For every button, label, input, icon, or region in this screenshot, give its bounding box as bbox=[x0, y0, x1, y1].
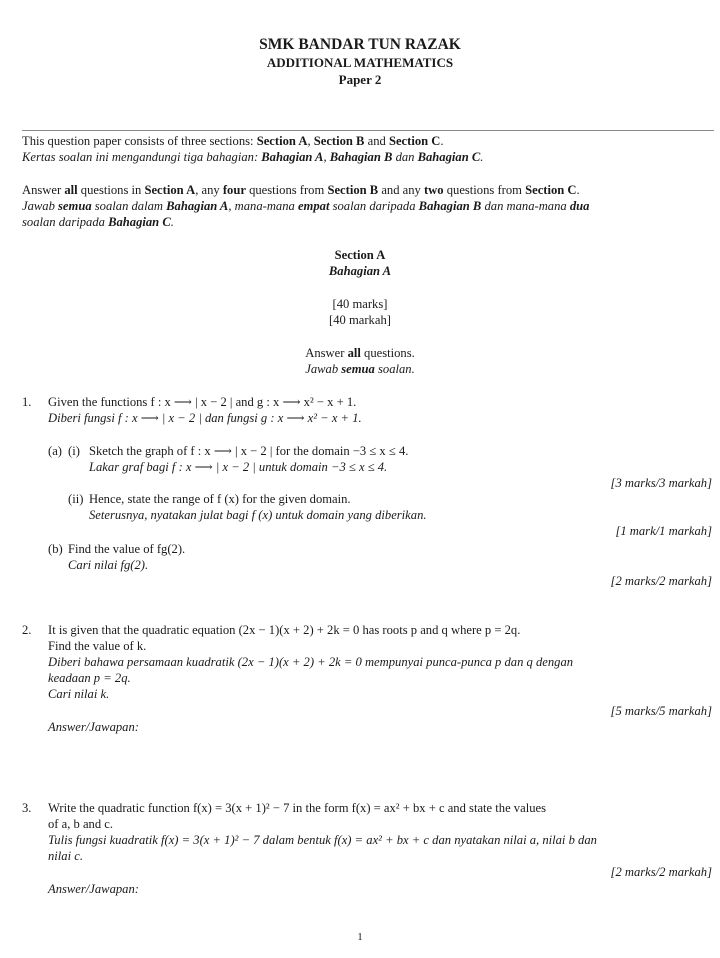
question-3-answer-label: Answer/Jawapan: bbox=[48, 882, 139, 896]
question-3-malay-line2: nilai c. bbox=[48, 849, 83, 863]
question-1ai-text: Sketch the graph of f : x ⟶ | x − 2 | for the domain −3 ≤ x ≤ 4. bbox=[89, 444, 409, 458]
instructions-malay-line1: Jawab semua soalan dalam Bahagian A, mana-mana empat soalan daripada Bahagian B dan mana-mana dua bbox=[22, 199, 590, 213]
question-3-line1: Write the quadratic function f(x) = 3(x + 1)² − 7 in the form f(x) = ax² + bx + c and state the values bbox=[48, 801, 546, 815]
subject-title: ADDITIONAL MATHEMATICS bbox=[266, 55, 454, 70]
question-1ai-text-malay: Lakar graf bagi f : x ⟶ | x − 2 | untuk domain −3 ≤ x ≤ 4. bbox=[89, 460, 388, 474]
question-1b-text-malay: Cari nilai fg(2). bbox=[68, 558, 149, 572]
question-1ai-label: (i) bbox=[68, 444, 80, 458]
question-2-malay-line1: Diberi bahawa persamaan kuadratik (2x − 1)(x + 2) + 2k = 0 mempunyai punca-punca p dan q dengan bbox=[48, 655, 574, 669]
question-1aii-text: Hence, state the range of f (x) for the given domain. bbox=[89, 492, 351, 506]
question-1ai-marks: [3 marks/3 markah] bbox=[610, 476, 712, 490]
section-a-instruction-malay: Jawab semua soalan. bbox=[305, 362, 415, 376]
question-1aii-label: (ii) bbox=[68, 492, 84, 506]
intro-malay: Kertas soalan ini mengandungi tiga bahagian: Bahagian A, Bahagian B dan Bahagian C. bbox=[22, 150, 484, 164]
question-1a-label: (a) bbox=[48, 444, 62, 458]
question-1aii-marks: [1 mark/1 markah] bbox=[615, 524, 712, 538]
section-a-instruction: Answer all questions. bbox=[305, 346, 415, 360]
question-1aii-text-malay: Seterusnya, nyatakan julat bagi f (x) untuk domain yang diberikan. bbox=[89, 508, 427, 522]
question-1-stem-malay: Diberi fungsi f : x ⟶ | x − 2 | dan fungsi g : x ⟶ x² − x + 1. bbox=[48, 411, 362, 425]
page-number: 1 bbox=[357, 931, 363, 943]
instructions-malay-line2: soalan daripada Bahagian C. bbox=[22, 215, 174, 229]
question-1b-label: (b) bbox=[48, 542, 63, 556]
question-3-malay-line1: Tulis fungsi kuadratik f(x) = 3(x + 1)² − 7 dalam bentuk f(x) = ax² + bx + c dan nyatakan nilai a, nilai b dan bbox=[48, 833, 597, 847]
paper-title: Paper 2 bbox=[338, 72, 382, 87]
instructions-english: Answer all questions in Section A, any four questions from Section B and any two questions from Section C. bbox=[22, 183, 580, 197]
question-3-marks: [2 marks/2 markah] bbox=[610, 865, 712, 879]
section-a-title: Section A bbox=[334, 248, 386, 262]
question-1b-marks: [2 marks/2 markah] bbox=[610, 574, 712, 588]
question-2-answer-label: Answer/Jawapan: bbox=[48, 720, 139, 734]
question-2-number: 2. bbox=[22, 623, 32, 637]
question-2-malay-line3: Cari nilai k. bbox=[48, 687, 110, 701]
section-a-marks-malay: [40 markah] bbox=[329, 313, 391, 327]
question-1b-text: Find the value of fg(2). bbox=[68, 542, 186, 556]
question-2-malay-line2: keadaan p = 2q. bbox=[48, 671, 131, 685]
intro-english: This question paper consists of three sections: Section A, Section B and Section C. bbox=[22, 134, 444, 148]
question-1-stem: Given the functions f : x ⟶ | x − 2 | and g : x ⟶ x² − x + 1. bbox=[48, 395, 357, 409]
section-a-marks: [40 marks] bbox=[332, 297, 388, 311]
section-a-title-malay: Bahagian A bbox=[328, 264, 392, 278]
school-name: SMK BANDAR TUN RAZAK bbox=[259, 36, 461, 53]
question-2-line2: Find the value of k. bbox=[48, 639, 147, 653]
question-2-line1: It is given that the quadratic equation (2x − 1)(x + 2) + 2k = 0 has roots p and q where p = 2q. bbox=[48, 623, 521, 637]
question-2-marks: [5 marks/5 markah] bbox=[610, 704, 712, 718]
question-3-line2: of a, b and c. bbox=[48, 817, 114, 831]
question-3-number: 3. bbox=[22, 801, 32, 815]
header-divider bbox=[22, 130, 714, 131]
question-1-number: 1. bbox=[22, 395, 32, 409]
